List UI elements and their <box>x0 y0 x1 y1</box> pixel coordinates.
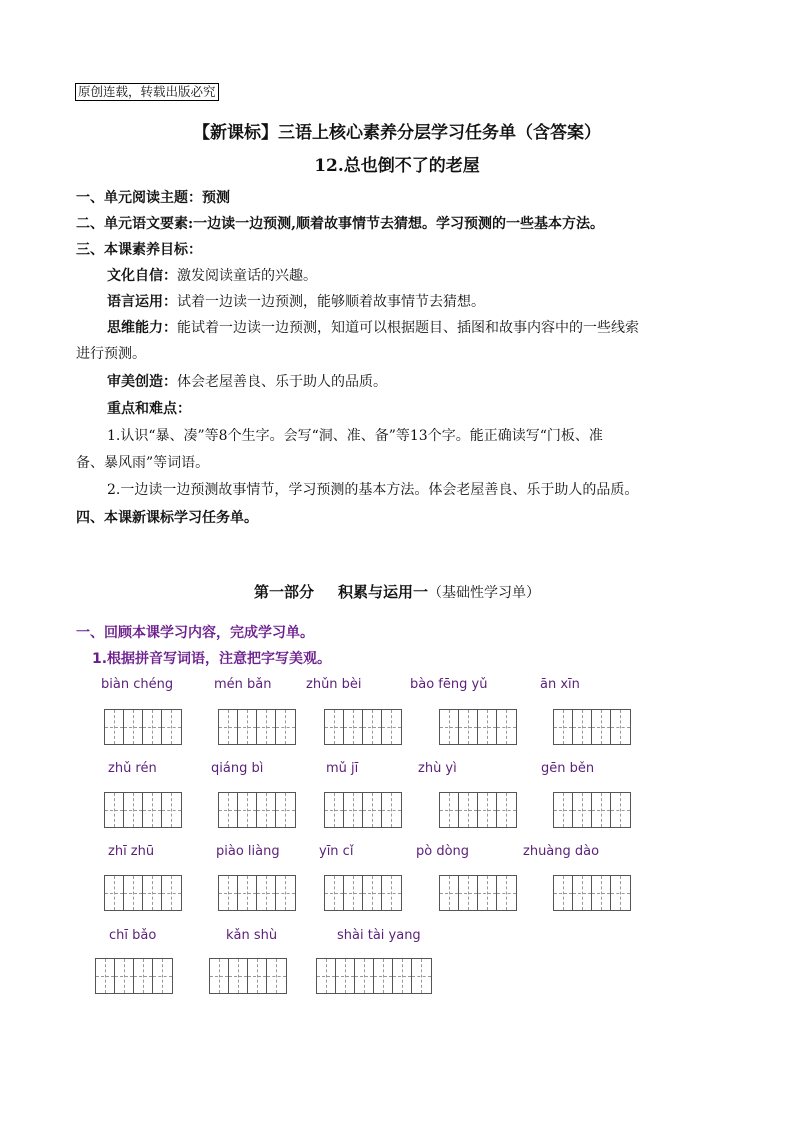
key-points-label: 重点和难点： <box>107 401 191 417</box>
goal-thinking-continued: 进行预测。 <box>76 346 146 362</box>
goal-language-label: 语言运用： <box>107 294 177 310</box>
pinyin-label: yīn cǐ <box>319 844 354 859</box>
writing-grid[interactable] <box>324 792 402 828</box>
writing-grid[interactable] <box>553 875 631 911</box>
writing-grid[interactable] <box>218 875 296 911</box>
task-instruction: 1.根据拼音写词语，注意把字写美观。 <box>92 651 332 667</box>
part-sub: （基础性学习单） <box>428 585 541 601</box>
pinyin-label: piào liàng <box>216 844 280 859</box>
goal-aesthetic-text: 体会老屋善良、乐于助人的品质。 <box>177 374 387 390</box>
writing-grid[interactable] <box>553 792 631 828</box>
part-label: 第一部分 <box>253 583 314 601</box>
writing-grid[interactable] <box>439 709 517 745</box>
section-goals: 三、本课素养目标： <box>76 242 202 258</box>
pinyin-label: ān xīn <box>540 677 580 692</box>
goal-aesthetic-label: 审美创造： <box>107 374 177 390</box>
writing-grid[interactable] <box>553 709 631 745</box>
key-point-1: 1.认识“暴、凑”等8个生字。会写“洞、准、备”等13个字。能正确读写“门板、准 <box>107 428 603 444</box>
key-point-1-continued: 备、暴风雨”等词语。 <box>76 455 210 471</box>
task-heading: 一、回顾本课学习内容，完成学习单。 <box>76 625 314 641</box>
pinyin-label: zhǔn bèi <box>306 677 362 692</box>
pinyin-label: kǎn shù <box>226 928 278 943</box>
goal-thinking-label: 思维能力： <box>107 320 177 336</box>
writing-grid[interactable] <box>218 709 296 745</box>
writing-grid[interactable] <box>324 875 402 911</box>
part-heading <box>0 581 794 602</box>
pinyin-label: mǔ jī <box>326 761 359 776</box>
writing-grid[interactable] <box>316 958 432 994</box>
pinyin-label: mén bǎn <box>214 677 272 692</box>
worksheet-title: 【新课标】三语上核心素养分层学习任务单（含答案） <box>193 123 601 143</box>
writing-grid[interactable] <box>439 792 517 828</box>
pinyin-label: bào fēng yǔ <box>410 677 488 692</box>
writing-grid[interactable] <box>324 709 402 745</box>
goal-language <box>107 292 485 312</box>
copyright-notice: 原创连载，转载出版必究 <box>75 83 219 101</box>
goal-language-text: 试着一边读一边预测，能够顺着故事情节去猜想。 <box>177 294 485 310</box>
pinyin-label: biàn chéng <box>101 677 174 692</box>
goal-culture <box>107 266 317 286</box>
writing-grid[interactable] <box>104 709 182 745</box>
writing-grid[interactable] <box>104 792 182 828</box>
goal-thinking-text: 能试着一边读一边预测，知道可以根据题目、插图和故事内容中的一些线索 <box>177 320 639 336</box>
pinyin-label: zhǔ rén <box>108 761 157 776</box>
goal-aesthetic <box>107 372 387 392</box>
writing-grid[interactable] <box>218 792 296 828</box>
writing-grid[interactable] <box>95 958 173 994</box>
pinyin-label: chī bǎo <box>109 928 157 943</box>
part-name: 积累与运用一 <box>338 583 429 601</box>
pinyin-label: shài tài yang <box>337 928 421 943</box>
writing-grid[interactable] <box>104 875 182 911</box>
lesson-title: 12.总也倒不了的老屋 <box>314 156 480 176</box>
pinyin-label: gēn běn <box>541 761 595 776</box>
section-tasks: 四、本课新课标学习任务单。 <box>76 510 258 526</box>
goal-thinking <box>107 318 639 338</box>
writing-grid[interactable] <box>209 958 287 994</box>
pinyin-label: zhuàng dào <box>523 844 600 859</box>
pinyin-label: pò dòng <box>416 844 470 859</box>
writing-grid[interactable] <box>439 875 517 911</box>
section-theme: 一、单元阅读主题：预测 <box>76 190 230 206</box>
pinyin-label: qiáng bì <box>211 761 264 776</box>
pinyin-label: zhī zhū <box>108 844 155 859</box>
goal-culture-text: 激发阅读童话的兴趣。 <box>177 268 317 284</box>
goal-culture-label: 文化自信： <box>107 268 177 284</box>
pinyin-label: zhù yì <box>418 761 457 776</box>
key-point-2: 2.一边读一边预测故事情节，学习预测的基本方法。体会老屋善良、乐于助人的品质。 <box>107 482 639 498</box>
section-elements: 二、单元语文要素:一边读一边预测,顺着故事情节去猜想。学习预测的一些基本方法。 <box>76 216 605 232</box>
